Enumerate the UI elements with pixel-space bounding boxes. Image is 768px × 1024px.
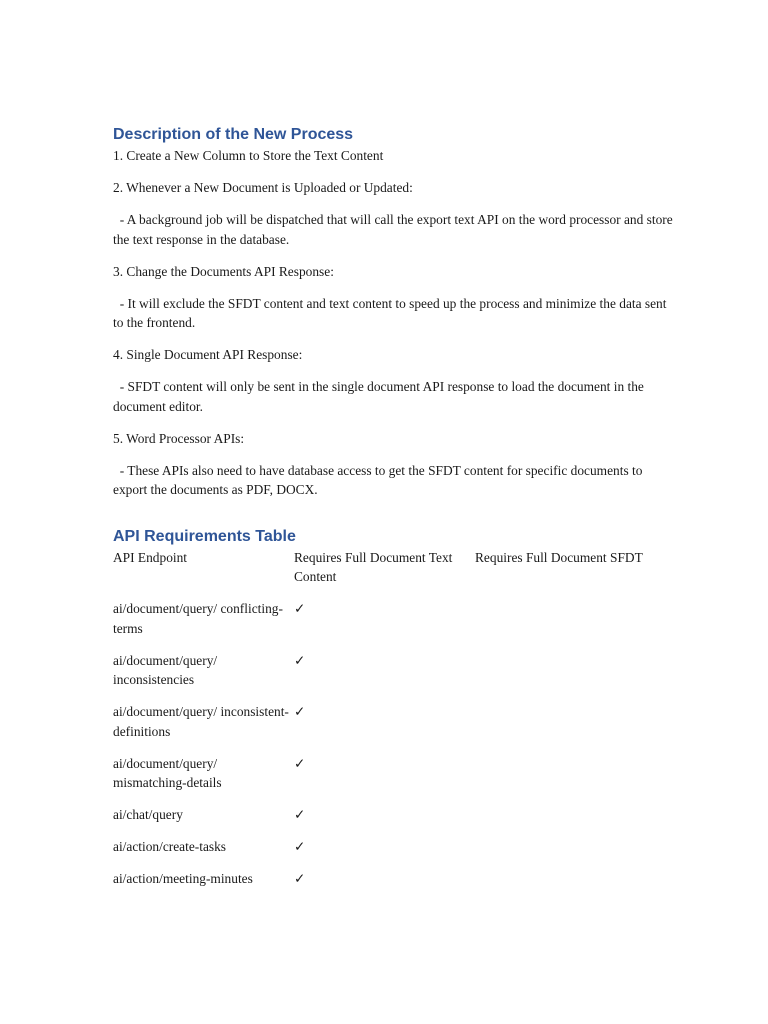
column-header-text-content: Requires Full Document Text Content [294, 549, 453, 584]
process-item-2-title: 2. Whenever a New Document is Uploaded or Updated: [113, 180, 413, 195]
text-content-check-cell: ✓ [294, 704, 306, 719]
text-content-check-cell: ✓ [294, 839, 306, 854]
process-item-3-title: 3. Change the Documents API Response: [113, 263, 334, 279]
process-item-1-title: 1. Create a New Column to Store the Text Content [113, 148, 384, 163]
endpoint-cell: ai/action/meeting-minutes [113, 871, 253, 886]
process-item-4-detail: - SFDT content will only be sent in the single document API response to load the document in the document editor. [113, 379, 648, 414]
process-heading: Description of the New Process [113, 126, 354, 143]
column-header-endpoint: API Endpoint [113, 549, 188, 565]
endpoint-cell: ai/document/query/ inconsistencies [113, 652, 218, 687]
api-requirements-table [113, 548, 653, 902]
sfdt-cell [475, 651, 653, 703]
sfdt-cell [475, 869, 653, 901]
table-row [113, 702, 653, 754]
column-header-sfdt: Requires Full Document SFDT [475, 549, 643, 565]
sfdt-cell [475, 837, 653, 869]
sfdt-cell [475, 754, 653, 806]
table-row [113, 869, 653, 901]
endpoint-cell: ai/action/create-tasks [113, 839, 227, 854]
sfdt-cell [475, 702, 653, 754]
table-header-row [113, 548, 653, 600]
table-row [113, 805, 653, 837]
text-content-check-cell: ✓ [294, 601, 306, 616]
table-heading: API Requirements Table [113, 527, 296, 545]
process-item-5-title: 5. Word Processor APIs: [113, 430, 245, 446]
document-page [113, 124, 677, 901]
process-item-5-detail: - These APIs also need to have database access to get the SFDT content for specific documents to export the documents as PDF, DOCX. [113, 462, 646, 497]
text-content-check-cell: ✓ [294, 871, 306, 886]
endpoint-cell: ai/document/query/ inconsistent-definitions [113, 704, 289, 739]
process-item-4-title: 4. Single Document API Response: [113, 347, 303, 362]
table-row [113, 651, 653, 703]
endpoint-cell: ai/chat/query [113, 807, 183, 822]
text-content-check-cell: ✓ [294, 652, 306, 668]
endpoint-cell: ai/document/query/ conflicting-terms [113, 601, 283, 636]
text-content-check-cell: ✓ [294, 807, 306, 822]
process-item-3-detail: - It will exclude the SFDT content and text content to speed up the process and minimize the data sent to the frontend. [113, 295, 670, 330]
process-item-2-detail: - A background job will be dispatched that will call the export text API on the word processor and store the text response in the database. [113, 212, 677, 247]
table-row [113, 754, 653, 806]
table-row [113, 599, 653, 651]
text-content-check-cell: ✓ [294, 755, 306, 771]
sfdt-cell [475, 805, 653, 837]
endpoint-cell: ai/document/query/ mismatching-details [113, 755, 222, 790]
sfdt-cell [475, 599, 653, 651]
table-row [113, 837, 653, 869]
